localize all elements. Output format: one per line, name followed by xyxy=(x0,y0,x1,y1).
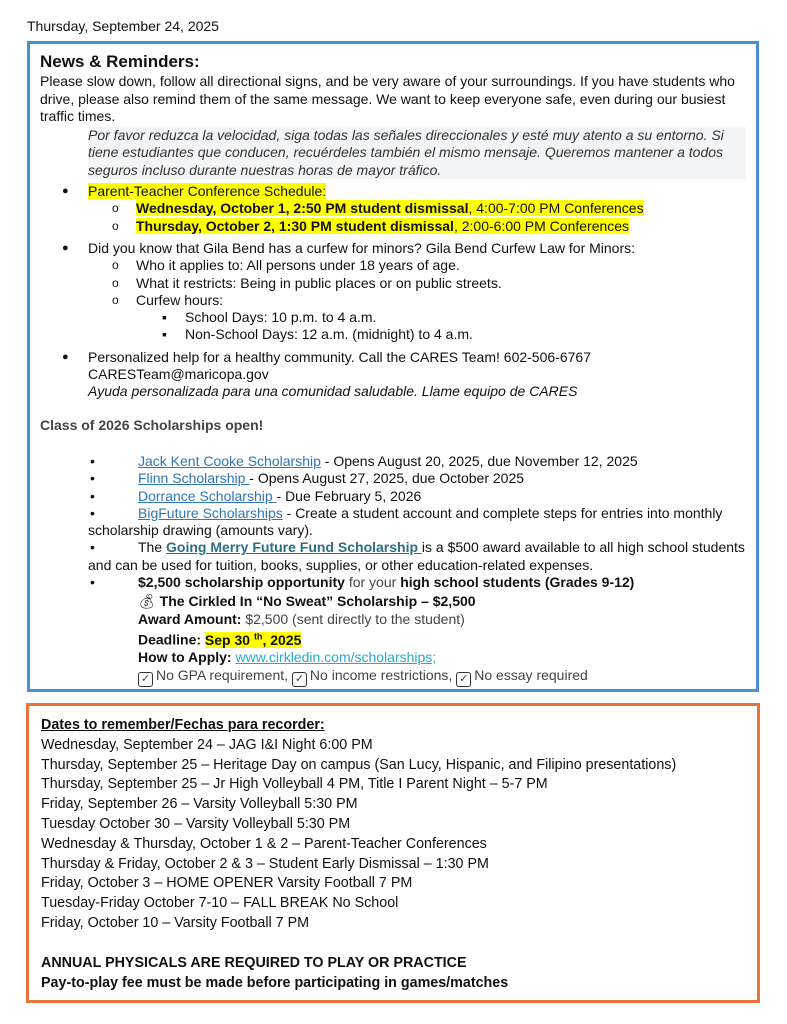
check-text: No essay required xyxy=(474,667,588,684)
scholarship-item xyxy=(40,539,746,574)
money-bag-icon: 💰︎ xyxy=(138,593,156,610)
scholarship-text: - Opens August 27, 2025, due October 2025 xyxy=(249,470,525,487)
physicals-notice: ANNUAL PHYSICALS ARE REQUIRED TO PLAY OR PRACTICE xyxy=(41,954,467,971)
ptc-day-bold: Wednesday, October 1, 2:50 PM student dismissal xyxy=(136,200,469,217)
gm-pre: The xyxy=(138,539,167,556)
dates-title: Dates to remember/Fechas para recorder: xyxy=(41,717,325,733)
checkbox-icon: ✓ xyxy=(292,672,307,687)
scholarship-text: - Opens August 20, 2025, due November 12, 2025 xyxy=(320,452,638,469)
date-item: Wednesday, September 24 – JAG I&I Night 6:00 PM xyxy=(41,736,373,753)
ptc-title: Parent-Teacher Conference Schedule: xyxy=(88,183,327,200)
date-item: Thursday & Friday, October 2 & 3 – Student Early Dismissal – 1:30 PM xyxy=(41,855,489,872)
curfew-detail: o Who it applies to: All persons under 18 years of age. xyxy=(40,257,746,274)
apply-link[interactable]: www.cirkledin.com/scholarships; xyxy=(235,648,437,665)
ptc-day-bold: Thursday, October 2, 1:30 PM student dismissal xyxy=(136,217,454,234)
date-heading: Thursday, September 24, 2025 xyxy=(27,18,219,34)
going-merry-link[interactable]: Going Merry Future Fund Scholarship xyxy=(166,539,422,556)
cares-item xyxy=(40,349,746,401)
date-item: Friday, October 10 – Varsity Football 7 PM xyxy=(41,914,310,931)
scholarship-item xyxy=(40,488,746,505)
checkbox-icon: ✓ xyxy=(138,672,153,687)
c-bold: $2,500 scholarship opportunity xyxy=(138,574,345,591)
curfew-hours: ▪ School Days: 10 p.m. to 4 a.m. xyxy=(40,309,746,326)
deadline-label: Deadline: xyxy=(138,631,202,648)
pay-notice: Pay-to-play fee must be made before participating in games/matches xyxy=(41,974,509,991)
date-item: Thursday, September 25 – Heritage Day on campus (San Lucy, Hispanic, and Filipino presentations) xyxy=(41,756,677,773)
intro-text: Please slow down, follow all directional signs, and be very aware of your surroundings. If you have students who drive, please also remind them of the same message. We want to keep everyone safe, even during our busiest traffic times. xyxy=(40,73,735,124)
ptc-day xyxy=(40,218,746,235)
news-box xyxy=(27,41,759,692)
scholarship-item xyxy=(40,470,746,487)
news-title: News & Reminders: xyxy=(40,52,200,71)
dates-box xyxy=(26,703,760,1003)
date-item: Tuesday October 30 – Varsity Volleyball 5:30 PM xyxy=(41,815,351,832)
date-item: Wednesday & Thursday, October 1 & 2 – Parent-Teacher Conferences xyxy=(41,835,487,852)
date-item: Thursday, September 25 – Jr High Volleyball 4 PM, Title I Parent Night – 5-7 PM xyxy=(41,776,548,793)
deadline-value: Sep 30 $^{th}$, 2025 xyxy=(204,630,302,648)
ptc-item xyxy=(40,183,746,200)
c-bold: high school students (Grades 9-12) xyxy=(400,574,635,591)
date-item: Friday, October 3 – HOME OPENER Varsity Football 7 PM xyxy=(41,875,413,892)
intro-spanish: Por favor reduzca la velocidad, siga todas las señales direccionales y esté muy atento a su entorno. Si tiene estudiantes que conducen, recuérdeles también el mismo mensaje. Queremos mantener a todos seguros incluso durante nuestras horas de mayor tráfico. xyxy=(88,127,746,179)
c-text: for your xyxy=(344,574,401,591)
scholarships-heading: Class of 2026 Scholarships open! xyxy=(40,416,264,433)
apply-label: How to Apply: xyxy=(138,648,232,665)
requirements xyxy=(40,667,746,687)
ptc-day-rest: , 4:00-7:00 PM Conferences xyxy=(468,200,644,217)
date-item: Tuesday-Friday October 7-10 – FALL BREAK No School xyxy=(41,895,399,912)
check-text: No income restrictions, xyxy=(309,667,453,684)
checkbox-icon: ✓ xyxy=(456,672,471,687)
gm-text: is a $500 award available to all high school students and can be used for tuition, books, supplies, or other education-related expenses. xyxy=(88,539,745,573)
scholarship-text: - Due February 5, 2026 xyxy=(276,487,422,504)
scholarship-link[interactable]: Flinn Scholarship xyxy=(138,470,250,487)
scholarship-text: - Create a student account and complete steps for entries into monthly scholarship drawing (amounts vary). xyxy=(88,504,723,539)
curfew-detail: o Curfew hours: xyxy=(40,292,746,309)
cirkled-name: The Cirkled In “No Sweat” Scholarship – $2,500 xyxy=(159,593,476,610)
award-label: Award Amount: xyxy=(138,610,242,627)
cirkled-item xyxy=(40,574,746,591)
cares-email: CARESTeam@maricopa.gov xyxy=(88,366,269,383)
check-text: No GPA requirement, xyxy=(156,667,289,684)
scholarship-item xyxy=(40,505,746,540)
cares-spanish: Ayuda personalizada para una comunidad saludable. Llame equipo de CARES xyxy=(88,383,578,400)
scholarship-item xyxy=(40,453,746,470)
scholarship-link[interactable]: BigFuture Scholarships xyxy=(138,504,283,521)
curfew-hours: ▪ Non-School Days: 12 a.m. (midnight) to 4 a.m. xyxy=(40,326,746,343)
cares-text: Personalized help for a healthy community. Call the CARES Team! 602-506-6767 xyxy=(88,348,591,365)
scholarship-link[interactable]: Dorrance Scholarship xyxy=(138,487,277,504)
curfew-item: ● Did you know that Gila Bend has a curfew for minors? Gila Bend Curfew Law for Minors: xyxy=(40,240,746,257)
date-item: Friday, September 26 – Varsity Volleyball 5:30 PM xyxy=(41,796,358,813)
award-value: $2,500 (sent directly to the student) xyxy=(241,610,465,627)
curfew-detail: o What it restricts: Being in public places or on public streets. xyxy=(40,275,746,292)
scholarship-link[interactable]: Jack Kent Cooke Scholarship xyxy=(138,452,321,469)
ptc-day xyxy=(40,200,746,217)
ptc-day-rest: , 2:00-6:00 PM Conferences xyxy=(453,217,630,234)
